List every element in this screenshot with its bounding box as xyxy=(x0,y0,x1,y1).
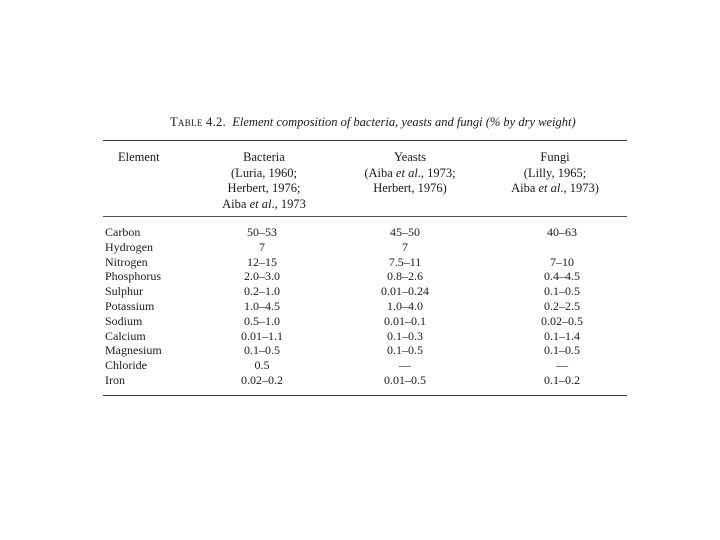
table-row xyxy=(0,269,720,284)
header-yeasts-name: Yeasts xyxy=(393,150,427,164)
cell-fungi: 40–63 xyxy=(547,225,577,239)
table-row xyxy=(0,343,720,358)
cell-yeasts: 0.01–0.5 xyxy=(384,372,426,387)
cell-element: Potassium xyxy=(105,298,155,313)
header-fungi-name: Fungi xyxy=(540,150,570,164)
header-yeasts-ref2: Herbert, 1976) xyxy=(373,181,447,195)
header-fungi-ref1: (Lilly, 1965; xyxy=(523,165,587,180)
header-yeasts-ref1 xyxy=(340,166,480,182)
cell-element: Nitrogen xyxy=(105,254,148,269)
cell-fungi: 0.1–0.5 xyxy=(544,343,580,358)
ref-etal: et al xyxy=(395,165,418,180)
cell-yeasts: 0.01–0.24 xyxy=(381,284,429,299)
cell-yeasts: 0.8–2.6 xyxy=(387,269,423,284)
ref-etal: et al xyxy=(249,196,272,211)
header-bacteria-ref3 xyxy=(205,197,323,213)
ref-text: ., 1973 xyxy=(271,196,306,211)
header-bacteria-ref1: (Luria, 1960; xyxy=(231,165,297,180)
cell-element: Phosphorus xyxy=(105,269,162,284)
cell-fungi: 0.02–0.5 xyxy=(541,313,583,328)
table-body xyxy=(0,225,720,388)
cell-bacteria: 0.01–1.1 xyxy=(241,328,283,343)
table-row xyxy=(0,255,720,270)
top-rule xyxy=(103,140,627,141)
cell-element: Calcium xyxy=(105,328,146,343)
cell-bacteria: 2.0–3.0 xyxy=(244,269,280,284)
cell-element: Chloride xyxy=(105,358,147,373)
cell-fungi: 0.4–4.5 xyxy=(544,269,580,284)
table-title: Element composition of bacteria, yeasts and fungi (% by dry weight) xyxy=(232,115,576,129)
table-row xyxy=(0,240,720,255)
cell-bacteria: 0.1–0.5 xyxy=(244,343,280,358)
cell-yeasts: 7 xyxy=(402,239,408,254)
header-element xyxy=(118,150,198,166)
header-element-label: Element xyxy=(118,150,160,164)
cell-element: Sulphur xyxy=(105,284,144,299)
header-yeasts xyxy=(340,150,480,197)
table-row xyxy=(0,299,720,314)
cell-bacteria: 7 xyxy=(259,239,265,254)
ref-text: (Aiba xyxy=(364,165,396,180)
cell-bacteria: 0.2–1.0 xyxy=(244,284,280,299)
cell-bacteria: 0.02–0.2 xyxy=(241,372,283,387)
cell-fungi: 0.1–0.2 xyxy=(544,372,580,387)
header-fungi xyxy=(495,150,615,197)
cell-fungi: — xyxy=(556,358,568,373)
table-label: Table 4.2. xyxy=(170,115,227,129)
header-bacteria-ref2: Herbert, 1976; xyxy=(227,181,301,195)
cell-element: Magnesium xyxy=(105,343,162,358)
cell-element: Sodium xyxy=(105,313,143,328)
cell-bacteria: 0.5 xyxy=(254,358,270,373)
cell-bacteria: 1.0–4.5 xyxy=(244,298,280,313)
cell-element: Hydrogen xyxy=(105,239,153,254)
cell-yeasts: 1.0–4.0 xyxy=(387,298,423,313)
cell-fungi: 0.1–0.5 xyxy=(544,284,580,299)
cell-element: Carbon xyxy=(105,225,141,239)
table-row xyxy=(0,284,720,299)
cell-bacteria: 50–53 xyxy=(247,225,277,239)
cell-bacteria: 12–15 xyxy=(247,254,277,269)
ref-etal: et al xyxy=(538,181,561,195)
bottom-rule xyxy=(103,395,627,396)
table-row xyxy=(0,225,720,240)
cell-fungi: 7–10 xyxy=(550,254,574,269)
cell-yeasts: 0.1–0.5 xyxy=(387,343,423,358)
cell-element: Iron xyxy=(105,372,125,387)
cell-yeasts: — xyxy=(399,358,411,373)
table-row xyxy=(0,329,720,344)
header-bacteria-name: Bacteria xyxy=(243,150,285,164)
cell-fungi: 0.2–2.5 xyxy=(544,298,580,313)
cell-yeasts: 0.1–0.3 xyxy=(387,328,423,343)
cell-yeasts: 7.5–11 xyxy=(388,254,422,269)
ref-text: Aiba xyxy=(222,196,250,211)
ref-text: ., 1973; xyxy=(417,165,456,180)
ref-text: ., 1973) xyxy=(560,181,599,195)
cell-fungi: 0.1–1.4 xyxy=(544,328,580,343)
ref-text: Aiba xyxy=(511,181,539,195)
cell-bacteria: 0.5–1.0 xyxy=(244,313,280,328)
cell-yeasts: 45–50 xyxy=(390,225,420,239)
table-row xyxy=(0,373,720,388)
header-bacteria xyxy=(205,150,323,212)
table-row xyxy=(0,314,720,329)
table-row xyxy=(0,358,720,373)
header-rule xyxy=(103,216,627,217)
table-caption xyxy=(170,115,576,130)
header-fungi-ref2 xyxy=(495,181,615,197)
cell-yeasts: 0.01–0.1 xyxy=(384,313,426,328)
